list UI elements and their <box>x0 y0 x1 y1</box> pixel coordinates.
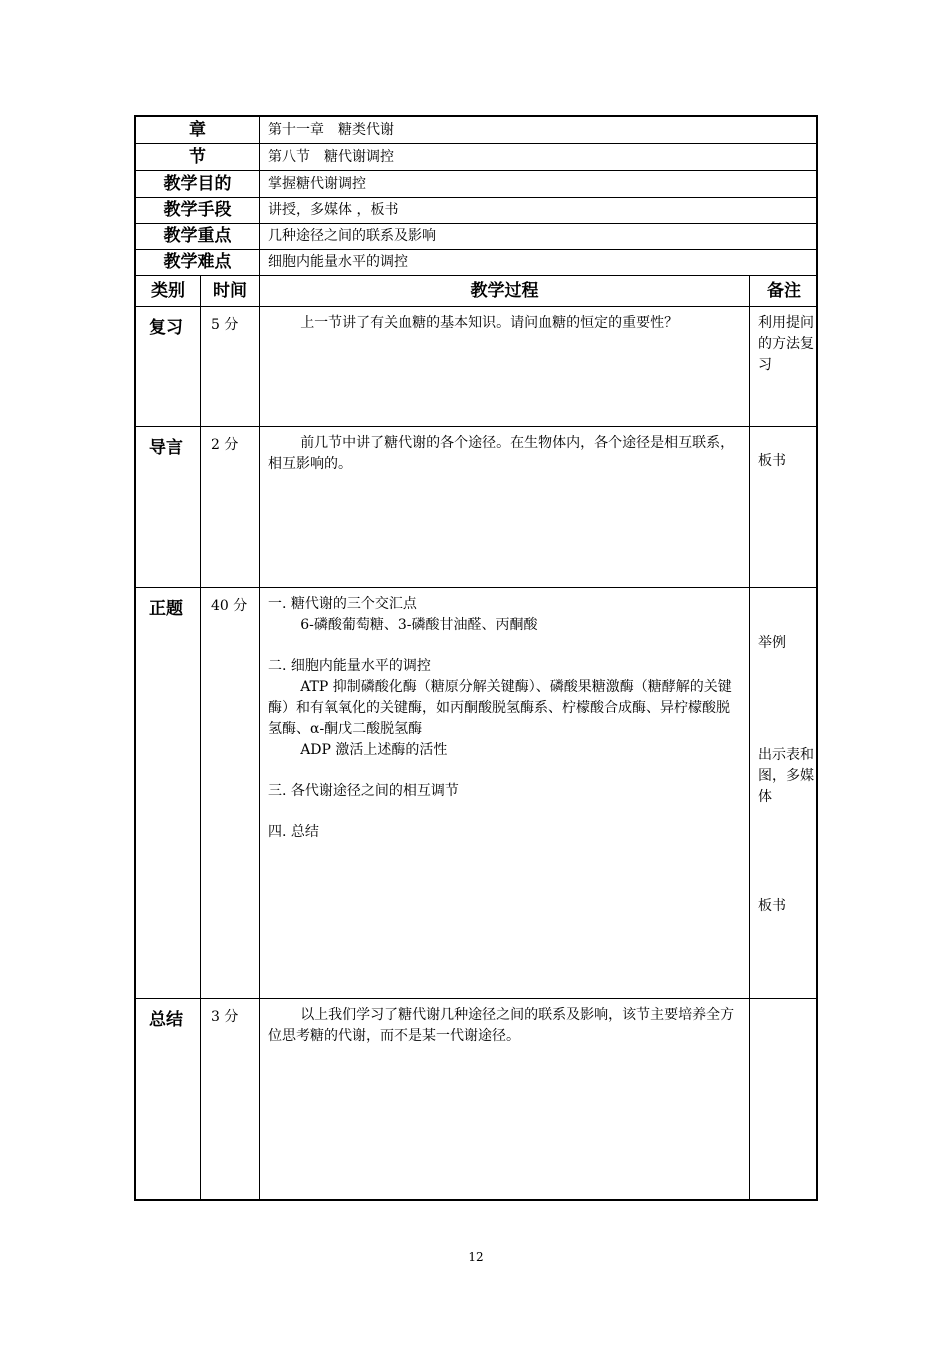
chapter-label: 章 <box>189 120 206 140</box>
category-review: 复习 <box>149 318 183 338</box>
heading-summary: 四. 总结 <box>268 824 319 840</box>
method-label: 教学手段 <box>163 200 232 220</box>
difficulty-label: 教学难点 <box>163 252 232 272</box>
column-header-time: 时间 <box>213 281 247 301</box>
time-main: 40 分 <box>211 598 248 614</box>
difficulty-value: 细胞内能量水平的调控 <box>268 254 408 270</box>
method-value: 讲授，多媒体 ，板书 <box>268 202 399 218</box>
process-text: 前几节中讲了糖代谢的各个途径。在生物体内，各个途径是相互联系，相互影响的。 <box>268 435 735 472</box>
column-header-process: 教学过程 <box>470 281 539 301</box>
process-review <box>260 307 749 426</box>
lesson-plan-table <box>134 115 818 1201</box>
objective-label: 教学目的 <box>163 174 232 194</box>
chapter-value: 第十一章 糖类代谢 <box>268 122 394 138</box>
note-blackboard: 板书 <box>758 898 786 914</box>
note-review: 利用提问的方法复习 <box>758 315 814 373</box>
time-intro: 2 分 <box>211 437 239 453</box>
adp-activation-text: ADP 激活上述酶的活性 <box>300 742 448 758</box>
process-text: 以上我们学习了糖代谢几种途径之间的联系及影响，该节主要培养全方位思考糖的代谢，而不是某一代谢途径。 <box>268 1007 735 1044</box>
process-text: 上一节讲了有关血糖的基本知识。请问血糖的恒定的重要性？ <box>300 315 679 331</box>
category-main: 正题 <box>149 599 183 619</box>
process-main <box>260 588 749 998</box>
page-number: 12 <box>468 1250 484 1264</box>
heading-mutual-regulation: 三. 各代谢途径之间的相互调节 <box>268 783 459 799</box>
note-intro: 板书 <box>758 453 786 469</box>
section-label: 节 <box>189 147 206 167</box>
key-point-label: 教学重点 <box>163 226 232 246</box>
column-header-notes: 备注 <box>767 281 801 301</box>
section-value: 第八节 糖代谢调控 <box>268 149 394 165</box>
time-summary: 3 分 <box>211 1009 239 1025</box>
column-header-category: 类别 <box>151 281 185 301</box>
intersections-list: 6-磷酸葡萄糖、3-磷酸甘油醛、丙酮酸 <box>300 617 538 633</box>
heading-intersections: 一. 糖代谢的三个交汇点 <box>268 596 417 612</box>
process-summary <box>260 999 749 1199</box>
category-summary: 总结 <box>149 1010 183 1030</box>
heading-energy-regulation: 二. 细胞内能量水平的调控 <box>268 658 431 674</box>
key-point-value: 几种途径之间的联系及影响 <box>268 228 436 244</box>
note-example: 举例 <box>758 635 786 651</box>
category-intro: 导言 <box>149 438 183 458</box>
time-review: 5 分 <box>211 317 239 333</box>
process-intro <box>260 427 749 587</box>
objective-value: 掌握糖代谢调控 <box>268 176 366 192</box>
note-multimedia: 出示表和图，多媒体 <box>758 747 814 805</box>
atp-inhibition-text: ATP 抑制磷酸化酶（糖原分解关键酶）、磷酸果糖激酶（糖酵解的关键酶）和有氧氧化的关键酶，如丙酮酸脱氢酶系、柠檬酸合成酶、异柠檬酸脱氢酶、α-酮戊二酸脱氢酶 <box>268 679 732 737</box>
